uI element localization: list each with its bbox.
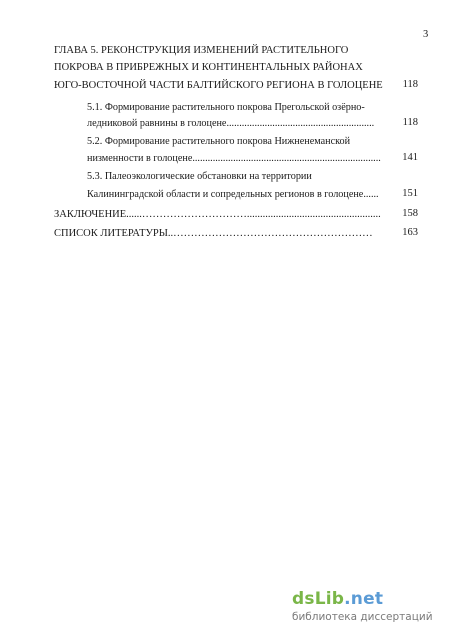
sec53-page: 151: [402, 188, 418, 199]
watermark-logo: [292, 590, 442, 609]
watermark-tagline: библиотека диссертаций: [292, 611, 433, 623]
watermark-logo-ds: ds: [292, 589, 315, 609]
chapter5-title-line2: ПОКРОВА В ПРИБРЕЖНЫХ И КОНТИНЕНТАЛЬНЫХ РАЙОНАХ: [54, 62, 363, 73]
page-number: 3: [423, 29, 429, 40]
sec51-page: 118: [402, 117, 418, 128]
references-title: СПИСОК ЛИТЕРАТУРЫ..…………………………………………………: [54, 228, 373, 239]
chapter5-title-line3: ЮГО-ВОСТОЧНОЙ ЧАСТИ БАЛТИЙСКОГО РЕГИОНА В ГОЛОЦЕНЕ: [54, 80, 383, 91]
sec52-title-line2: низменности в голоцене..........................................................................: [87, 153, 381, 164]
sec52-title-line1: 5.2. Формирование растительного покрова Нижненеманской: [87, 136, 351, 147]
sec51-title-line2: ледниковой равнины в голоцене..........................................................: [87, 118, 375, 129]
sec53-title-line1: 5.3. Палеоэкологические обстановки на территории: [87, 171, 312, 182]
chapter5-page: 118: [402, 79, 418, 90]
conclusion-title: ЗАКЛЮЧЕНИЕ......…………………………...................................................: [54, 209, 381, 220]
watermark: [292, 590, 442, 624]
references-page: 163: [402, 227, 418, 238]
sec52-page: 141: [402, 152, 418, 163]
chapter5-title-line1: ГЛАВА 5. РЕКОНСТРУКЦИЯ ИЗМЕНЕНИЙ РАСТИТЕЛЬНОГО: [54, 45, 349, 56]
watermark-logo-net: .net: [344, 589, 384, 609]
sec51-title-line1: 5.1. Формирование растительного покрова Прегольской озёрно-: [87, 102, 365, 113]
watermark-logo-lib: Lib: [314, 589, 345, 609]
sec53-title-line2: Калининградской области и сопредельных регионов в голоцене......: [87, 189, 379, 200]
conclusion-page: 158: [402, 208, 418, 219]
